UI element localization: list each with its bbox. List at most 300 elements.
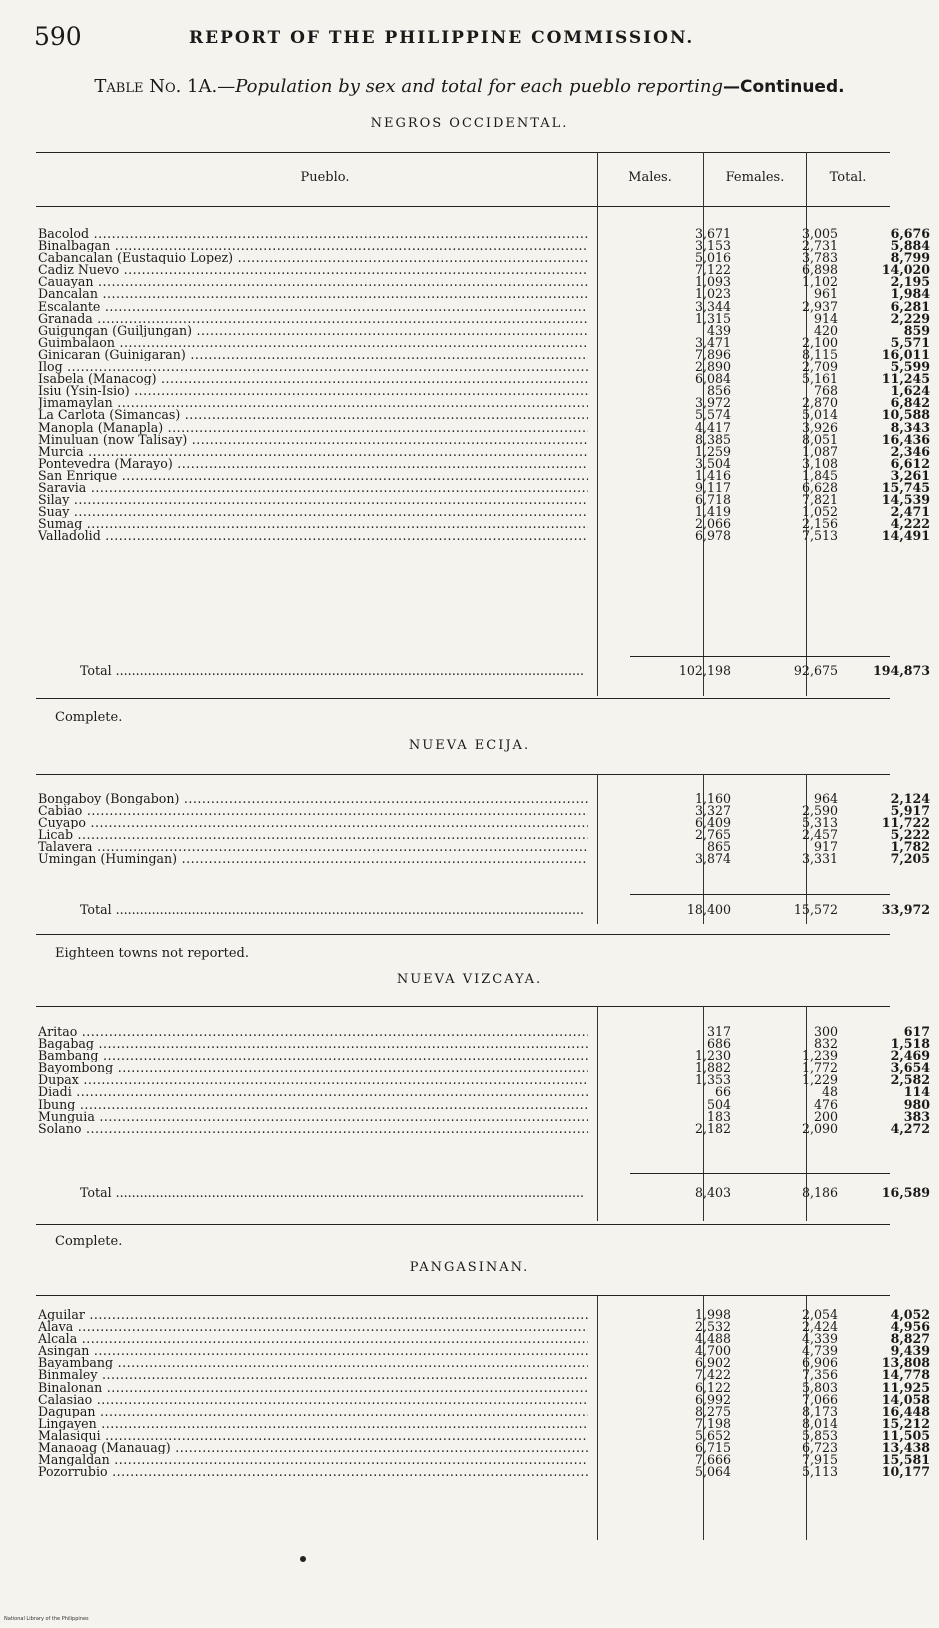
females-value: 964 [813,791,838,806]
males-value: 7,666 [694,1452,731,1468]
males-value: 5,574 [694,407,731,423]
males-value: 1,998 [694,1307,731,1322]
total-value: 11,245 [881,371,930,387]
total-value: 13,808 [881,1355,930,1371]
total-value: 11,925 [881,1379,930,1395]
total-value: 15,581 [881,1452,930,1468]
section-rows [38,1024,930,1136]
table-row [38,851,930,867]
table-row [38,250,930,266]
females-value: 200 [813,1108,838,1124]
females-value: 5,161 [801,371,838,387]
table-row [38,1060,930,1076]
table-row [38,827,930,843]
females-value: 6,906 [801,1355,838,1371]
table-row [38,443,930,459]
section-title: PANGASINAN. [409,1260,530,1275]
females-value: 2,054 [801,1307,838,1322]
males-value: 2,532 [694,1319,731,1335]
females-value: 476 [813,1096,838,1112]
pueblo-name: Talavera ..... [38,841,588,853]
table-row [38,407,930,423]
table-row [38,479,930,495]
total-value: 2,124 [890,791,930,806]
males-value: 6,978 [694,528,731,544]
pueblo-name: Munguia ..... [38,1111,588,1123]
table-row [38,1415,930,1431]
total-value: 16,448 [881,1403,930,1419]
males-value: 3,153 [694,238,731,254]
section-title: NEGROS OCCIDENTAL. [370,116,569,131]
females-value: 6,628 [801,479,838,495]
total-value: 11,505 [881,1427,930,1443]
males-value: 3,671 [694,226,731,241]
females-value: 6,898 [801,262,838,278]
col-pueblo: Pueblo. [300,170,350,185]
total-value: 1,782 [890,839,930,855]
females-value: 3,108 [801,455,838,471]
females-value: 8,173 [801,1403,838,1419]
females-value: 8,051 [801,431,838,447]
pueblo-name: Licab ..... [38,829,588,841]
females-value: 1,052 [801,504,838,520]
pueblo-name: Sumag ..... [38,518,588,530]
header-top-rule [36,152,890,153]
total-value: 2,471 [890,504,930,520]
total-value: 4,956 [890,1319,930,1335]
total-value: 16,436 [881,431,930,447]
section-note: Eighteen towns not reported. [55,946,250,961]
total-row [38,661,930,681]
females-value: 768 [813,383,838,399]
females-value: 8,115 [801,346,838,362]
table-title [0,76,939,97]
total-value: 14,058 [881,1391,930,1407]
total-rule [630,1173,890,1174]
pueblo-name: La Carlota (Simancas) ..... [38,409,588,421]
females-value: 4,739 [801,1343,838,1359]
pueblo-name: Guigungan (Guiljungan) ..... [38,325,588,337]
pueblo-name: Calasiao ..... [38,1394,588,1406]
col-males: Males. [628,170,672,185]
total-value: 5,222 [890,827,930,843]
table-row [38,310,930,326]
total-value: 14,539 [881,492,930,508]
section-title: NUEVA VIZCAYA. [396,972,543,987]
total-value: 14,020 [881,262,930,278]
total-value: 10,588 [881,407,930,423]
females-value: 7,513 [801,528,838,544]
table-row [38,1379,930,1395]
pueblo-name: Ginicaran (Guinigaran) ..... [38,349,588,361]
section-total [38,661,930,681]
col-females: Females. [725,170,785,185]
table-row [38,359,930,375]
total-value: 14,778 [881,1367,930,1383]
males-value: 9,117 [694,479,731,495]
total-value: 4,052 [890,1307,930,1322]
males-value: 686 [706,1036,731,1052]
total-value: 8,799 [890,250,930,266]
females-value: 2,709 [801,359,838,375]
total-value: 16,011 [881,346,930,362]
total-value: 6,612 [890,455,930,471]
pueblo-name: Minuluan (now Talisay) ..... [38,434,588,446]
pueblo-name: Saravia ..... [38,482,588,494]
pueblo-name: San Enrique ..... [38,470,588,482]
males-value: 4,700 [694,1343,731,1359]
pueblo-name: Silay ..... [38,494,588,506]
females-value: 2,090 [801,1120,838,1136]
females-value: 914 [813,310,838,326]
pueblo-name: Jimamaylan ..... [38,397,588,409]
table-row [38,226,930,241]
table-row [38,516,930,532]
total-value: 4,272 [890,1120,930,1136]
females-total: 15,572 [793,902,838,917]
females-total: 92,675 [793,663,838,678]
females-value: 3,331 [801,851,838,867]
total-value: 4,222 [890,516,930,532]
table-row [38,322,930,338]
table-row [38,1084,930,1100]
males-value: 4,417 [694,419,731,435]
section-end-rule [36,1224,890,1225]
pueblo-name: Aguilar ..... [38,1309,588,1321]
table-row [38,1464,930,1480]
table-label: Table No. 1A. [94,76,218,97]
females-value: 1,239 [801,1048,838,1064]
table-row [38,528,930,544]
pueblo-name: Bacolod ..... [38,228,588,240]
grand-total: 16,589 [881,1185,930,1200]
males-value: 439 [706,322,731,338]
total-label: Total ..... [80,661,585,681]
females-value: 6,723 [801,1440,838,1456]
pueblo-name: Manaoag (Manauag) ..... [38,1442,588,1454]
females-value: 2,590 [801,803,838,819]
males-value: 317 [706,1024,731,1039]
table-row [38,346,930,362]
total-value: 114 [903,1084,930,1100]
total-value: 980 [903,1096,930,1112]
pueblo-name: Bambang ..... [38,1050,588,1062]
table-row [38,839,930,855]
table-row [38,1331,930,1347]
males-total: 102,198 [678,663,731,678]
table-row [38,383,930,399]
females-value: 7,066 [801,1391,838,1407]
section-note: Complete. [55,710,123,725]
males-value: 1,882 [694,1060,731,1076]
table-row [38,1391,930,1407]
table-row [38,1096,930,1112]
table-row [38,803,930,819]
total-value: 1,624 [890,383,930,399]
pueblo-name: Cabiao ..... [38,805,588,817]
females-value: 5,853 [801,1427,838,1443]
pueblo-name: Valladolid ..... [38,530,588,542]
section-note: Complete. [55,1234,123,1249]
males-value: 2,890 [694,359,731,375]
total-rule [630,656,890,657]
table-caption: Population by sex and total for each pueblo reporting [235,76,723,97]
table-row [38,286,930,302]
table-row [38,1072,930,1088]
total-value: 2,229 [890,310,930,326]
pueblo-name: Suay ..... [38,506,588,518]
females-value: 2,100 [801,334,838,350]
males-value: 6,715 [694,1440,731,1456]
table-row [38,815,930,831]
table-row [38,298,930,314]
pueblo-name: Escalante ..... [38,301,588,313]
total-value: 5,884 [890,238,930,254]
table-row [38,1108,930,1124]
males-value: 1,093 [694,274,731,290]
total-value: 6,281 [890,298,930,314]
pueblo-name: Ibung ..... [38,1099,588,1111]
pueblo-name: Umingan (Humingan) ..... [38,853,588,865]
pueblo-name: Cauayan ..... [38,276,588,288]
section-rows [38,226,930,544]
page-header [34,22,864,52]
total-row [38,1183,930,1203]
pueblo-name: Malasiqui ..... [38,1430,588,1442]
females-value: 7,356 [801,1367,838,1383]
pueblo-name: Bayombong ..... [38,1062,588,1074]
pueblo-name: Pozorrubio ..... [38,1466,588,1478]
table-row [38,1307,930,1322]
males-value: 3,471 [694,334,731,350]
footer-credit: National Library of the Philippines [4,1616,89,1622]
males-value: 2,765 [694,827,731,843]
females-value: 5,014 [801,407,838,423]
females-value: 1,229 [801,1072,838,1088]
total-value: 6,842 [890,395,930,411]
table-row [38,467,930,483]
pueblo-name: Dagupan ..... [38,1406,588,1418]
males-value: 1,353 [694,1072,731,1088]
table-row [38,274,930,290]
total-value: 5,917 [890,803,930,819]
pueblo-name: Lingayen ..... [38,1418,588,1430]
total-value: 5,571 [890,334,930,350]
females-value: 917 [813,839,838,855]
pueblo-name: Bagabag ..... [38,1038,588,1050]
total-value: 2,346 [890,443,930,459]
header-bottom-rule [36,206,890,207]
total-label: Total ..... [80,1183,585,1203]
table-row [38,1440,930,1456]
males-value: 7,422 [694,1367,731,1383]
females-value: 2,424 [801,1319,838,1335]
table-row [38,334,930,350]
total-value: 2,582 [890,1072,930,1088]
grand-total: 33,972 [881,902,930,917]
total-value: 2,195 [890,274,930,290]
total-value: 6,676 [890,226,930,241]
males-value: 8,275 [694,1403,731,1419]
table-continued: —Continued. [723,77,845,97]
total-value: 8,827 [890,1331,930,1347]
page-number: 590 [34,22,82,51]
males-total: 8,403 [694,1185,731,1200]
total-value: 11,722 [881,815,930,831]
table-row [38,1403,930,1419]
females-value: 832 [813,1036,838,1052]
total-value: 8,343 [890,419,930,435]
table-row [38,504,930,520]
pueblo-name: Asingan ..... [38,1345,588,1357]
males-value: 7,122 [694,262,731,278]
running-head: REPORT OF THE PHILIPPINE COMMISSION. [189,28,695,48]
total-value: 3,261 [890,467,930,483]
males-value: 183 [706,1108,731,1124]
pueblo-name: Pontevedra (Marayo) ..... [38,458,588,470]
males-value: 1,230 [694,1048,731,1064]
pueblo-name: Bayambang ..... [38,1357,588,1369]
pueblo-name: Cadiz Nuevo ..... [38,264,588,276]
females-value: 8,014 [801,1415,838,1431]
table-row [38,1452,930,1468]
total-rule [630,894,890,895]
males-value: 6,409 [694,815,731,831]
females-value: 5,313 [801,815,838,831]
pueblo-name: Ilog ..... [38,361,588,373]
males-value: 2,182 [694,1120,731,1136]
males-value: 5,652 [694,1427,731,1443]
section-end-rule [36,934,890,935]
males-value: 6,718 [694,492,731,508]
males-value: 856 [706,383,731,399]
males-value: 1,315 [694,310,731,326]
males-value: 3,504 [694,455,731,471]
males-value: 5,064 [694,1464,731,1480]
table-title-dash: — [217,76,236,97]
pueblo-name: Guimbalaon ..... [38,337,588,349]
females-value: 2,937 [801,298,838,314]
table-row [38,262,930,278]
pueblo-name: Mangaldan ..... [38,1454,588,1466]
table-row [38,371,930,387]
table-row [38,238,930,254]
males-value: 6,992 [694,1391,731,1407]
males-value: 3,327 [694,803,731,819]
total-value: 1,984 [890,286,930,302]
total-value: 9,439 [890,1343,930,1359]
females-value: 1,845 [801,467,838,483]
pueblo-name: Murcia ..... [38,446,588,458]
table-row [38,1343,930,1359]
section-total [38,900,930,920]
total-value: 1,518 [890,1036,930,1052]
females-value: 3,783 [801,250,838,266]
total-value: 7,205 [890,851,930,867]
total-value: 13,438 [881,1440,930,1456]
total-label: Total ..... [80,900,585,920]
total-value: 617 [903,1024,930,1039]
females-value: 1,772 [801,1060,838,1076]
table-row [38,1048,930,1064]
page-mark [300,1556,306,1562]
males-value: 1,419 [694,504,731,520]
females-value: 1,102 [801,274,838,290]
pueblo-name: Cuyapo ..... [38,817,588,829]
section-top-rule [36,774,890,775]
table-row [38,1367,930,1383]
females-value: 2,870 [801,395,838,411]
pueblo-name: Bongaboy (Bongabon) ..... [38,793,588,805]
males-value: 1,416 [694,467,731,483]
males-value: 7,896 [694,346,731,362]
table-row [38,1355,930,1371]
females-value: 1,087 [801,443,838,459]
total-value: 859 [903,322,930,338]
pueblo-name: Granada ..... [38,313,588,325]
females-value: 4,339 [801,1331,838,1347]
females-value: 420 [813,322,838,338]
pueblo-name: Alcala ..... [38,1333,588,1345]
males-value: 8,385 [694,431,731,447]
table-row [38,1319,930,1335]
males-value: 3,344 [694,298,731,314]
males-value: 66 [714,1084,731,1100]
pueblo-name: Alava ..... [38,1321,588,1333]
section-top-rule [36,1006,890,1007]
pueblo-name: Isabela (Manacog) ..... [38,373,588,385]
males-value: 2,066 [694,516,731,532]
table-row [38,1427,930,1443]
total-row [38,900,930,920]
females-value: 5,113 [801,1464,838,1480]
grand-total: 194,873 [873,663,930,678]
total-value: 10,177 [881,1464,930,1480]
males-value: 3,972 [694,395,731,411]
males-value: 6,122 [694,1379,731,1395]
females-value: 2,731 [801,238,838,254]
males-value: 6,902 [694,1355,731,1371]
table-row [38,791,930,806]
pueblo-name: Binmaley ..... [38,1369,588,1381]
pueblo-name: Cabancalan (Eustaquio Lopez) ..... [38,252,588,264]
table-row [38,455,930,471]
table-row [38,1024,930,1039]
males-value: 1,023 [694,286,731,302]
table-row [38,419,930,435]
total-value: 383 [903,1108,930,1124]
pueblo-name: Dancalan ..... [38,288,588,300]
section-end-rule [36,698,890,699]
males-value: 1,160 [694,791,731,806]
females-value: 48 [821,1084,838,1100]
males-total: 18,400 [686,902,731,917]
females-value: 2,457 [801,827,838,843]
section-total [38,1183,930,1203]
females-total: 8,186 [801,1185,838,1200]
total-value: 3,654 [890,1060,930,1076]
males-value: 3,874 [694,851,731,867]
total-value: 15,745 [881,479,930,495]
females-value: 961 [813,286,838,302]
section-rows [38,1307,930,1480]
females-value: 5,803 [801,1379,838,1395]
females-value: 7,915 [801,1452,838,1468]
males-value: 5,016 [694,250,731,266]
table-row [38,1036,930,1052]
pueblo-name: Diadi ..... [38,1086,588,1098]
pueblo-name: Dupax ..... [38,1074,588,1086]
